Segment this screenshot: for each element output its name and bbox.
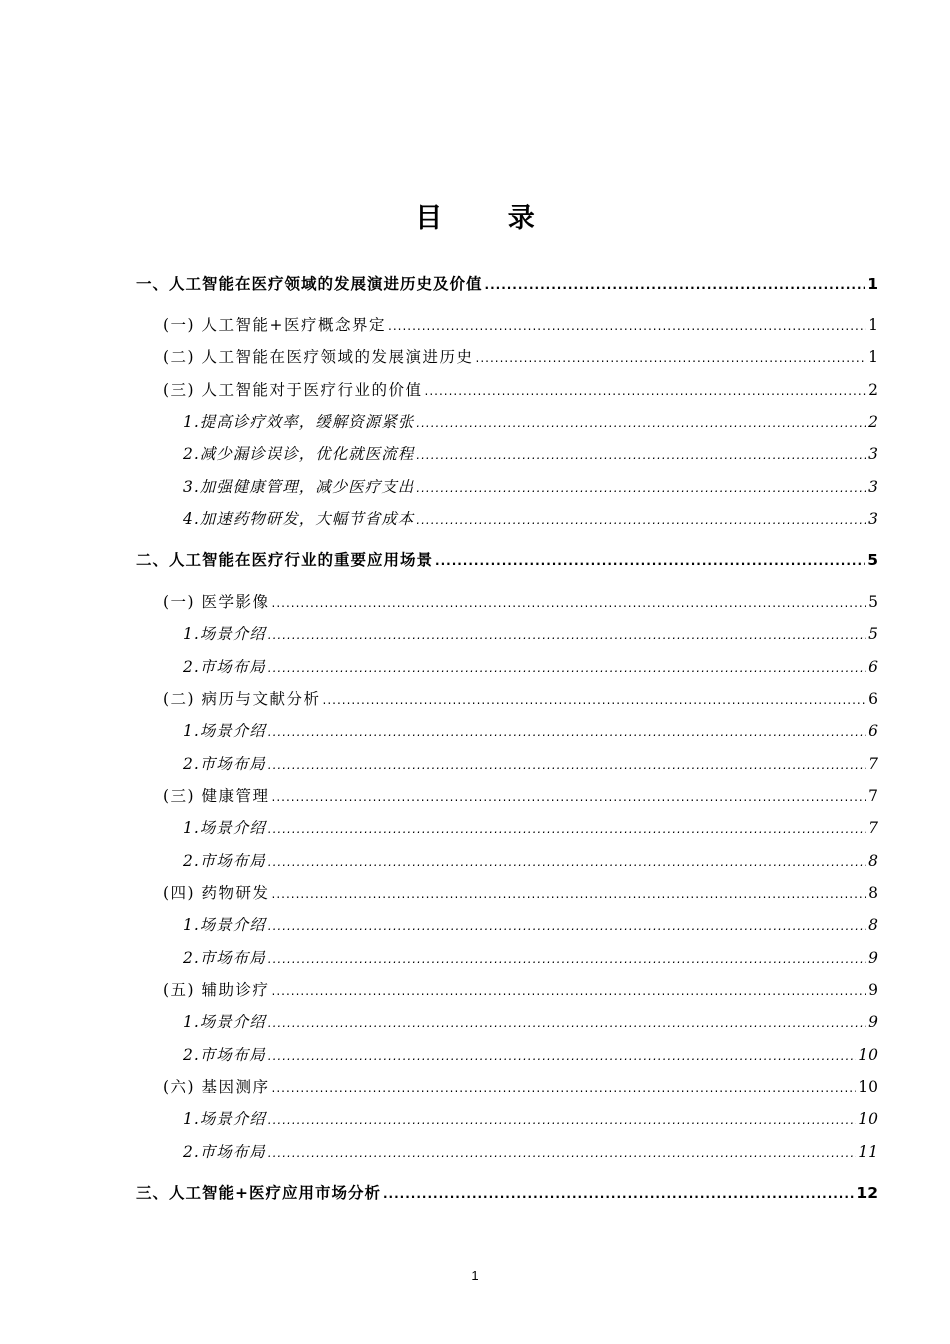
toc-entry[interactable] <box>163 1075 878 1099</box>
toc-entry-title: 3.加强健康管理，减少医疗支出 <box>183 478 415 496</box>
toc-dot-leader <box>268 661 866 675</box>
toc-dot-leader <box>425 384 867 398</box>
toc-entry[interactable] <box>163 784 878 808</box>
toc-entry-page: 8 <box>868 916 878 934</box>
toc-dot-leader <box>476 351 867 365</box>
toc-dot-leader <box>268 628 866 642</box>
toc-entry-page: 6 <box>868 658 878 676</box>
toc-dot-leader <box>268 758 866 772</box>
toc-entry[interactable] <box>163 313 878 337</box>
toc-entry[interactable] <box>136 548 878 572</box>
toc-entry[interactable] <box>183 442 878 466</box>
toc-entry-page: 2 <box>868 413 878 431</box>
toc-dot-leader <box>268 919 866 933</box>
toc-entry-title: 1.场景介绍 <box>183 819 266 837</box>
toc-entry-page: 6 <box>868 722 878 740</box>
toc-entry-page: 7 <box>868 787 878 805</box>
toc-dot-leader <box>268 1113 856 1127</box>
toc-entry[interactable] <box>183 719 878 743</box>
toc-entry-page: 7 <box>868 755 878 773</box>
toc-dot-leader <box>268 822 866 836</box>
toc-dot-leader <box>272 984 867 998</box>
toc-entry[interactable] <box>183 1010 878 1034</box>
toc-entry[interactable] <box>183 410 878 434</box>
toc-entry-title: (六) 基因测序 <box>163 1078 270 1096</box>
toc-entry-page: 7 <box>868 819 878 837</box>
toc-entry-page: 2 <box>868 381 878 399</box>
toc-entry-page: 1 <box>868 316 878 334</box>
toc-entry[interactable] <box>163 378 878 402</box>
toc-entry[interactable] <box>136 272 878 296</box>
toc-dot-leader <box>416 513 866 527</box>
toc-entry[interactable] <box>183 946 878 970</box>
toc-entry-title: (四) 药物研发 <box>163 884 270 902</box>
toc-title: 目 录 <box>415 203 563 234</box>
toc-dot-leader <box>268 855 866 869</box>
toc-entry-title: 1.场景介绍 <box>183 625 266 643</box>
toc-entry[interactable] <box>163 687 878 711</box>
toc-entry-title: (三) 健康管理 <box>163 787 270 805</box>
toc-entry-title: (一) 人工智能+医疗概念界定 <box>163 316 387 334</box>
toc-entry-title: 一、人工智能在医疗领域的发展演进历史及价值 <box>136 275 483 293</box>
toc-entry[interactable] <box>183 1140 878 1164</box>
toc-dot-leader <box>388 319 866 333</box>
page-number: 1 <box>471 1268 479 1283</box>
toc-dot-leader <box>485 278 866 292</box>
toc-entry-title: 1.场景介绍 <box>183 916 266 934</box>
toc-dot-leader <box>272 887 867 901</box>
toc-entry[interactable] <box>183 849 878 873</box>
toc-entry[interactable] <box>183 475 878 499</box>
toc-dot-leader <box>416 481 866 495</box>
toc-entry-page: 3 <box>868 510 878 528</box>
toc-entry-title: (一) 医学影像 <box>163 593 270 611</box>
toc-entry-page: 5 <box>868 625 878 643</box>
toc-entry-title: 2.市场布局 <box>183 755 266 773</box>
toc-dot-leader <box>383 1187 854 1201</box>
toc-entry-title: 2.市场布局 <box>183 658 266 676</box>
toc-entry-page: 1 <box>868 348 878 366</box>
toc-entry[interactable] <box>163 345 878 369</box>
toc-entry[interactable] <box>183 752 878 776</box>
toc-entry-title: 2.市场布局 <box>183 852 266 870</box>
toc-dot-leader <box>268 1049 856 1063</box>
toc-entry-page: 10 <box>858 1078 878 1096</box>
toc-entry-page: 10 <box>858 1110 878 1128</box>
toc-dot-leader <box>416 448 866 462</box>
toc-dot-leader <box>268 1016 866 1030</box>
toc-entry-title: 2.市场布局 <box>183 1143 266 1161</box>
toc-entry-page: 3 <box>868 478 878 496</box>
toc-entry[interactable] <box>183 1043 878 1067</box>
toc-dot-leader <box>272 596 867 610</box>
toc-entry-page: 9 <box>868 949 878 967</box>
toc-dot-leader <box>268 952 866 966</box>
toc-entry-title: 1.场景介绍 <box>183 722 266 740</box>
toc-entry-page: 8 <box>868 884 878 902</box>
toc-dot-leader <box>323 693 867 707</box>
toc-entry[interactable] <box>183 816 878 840</box>
toc-dot-leader <box>272 790 867 804</box>
toc-entry[interactable] <box>136 1181 878 1205</box>
toc-entry-page: 12 <box>856 1184 878 1202</box>
toc-entry-title: 2.市场布局 <box>183 949 266 967</box>
toc-entry-page: 6 <box>868 690 878 708</box>
toc-entry[interactable] <box>163 978 878 1002</box>
toc-entry-page: 5 <box>868 593 878 611</box>
toc-entry-title: 二、人工智能在医疗行业的重要应用场景 <box>136 551 434 569</box>
toc-entry[interactable] <box>183 1107 878 1131</box>
toc-dot-leader <box>268 1146 856 1160</box>
toc-entry-page: 9 <box>868 1013 878 1031</box>
toc-entry-title: (二) 病历与文献分析 <box>163 690 321 708</box>
toc-entry-title: 2.减少漏诊误诊，优化就医流程 <box>183 445 415 463</box>
toc-dot-leader <box>268 725 866 739</box>
toc-entry-page: 5 <box>867 551 878 569</box>
toc-dot-leader <box>416 416 866 430</box>
toc-entry[interactable] <box>183 507 878 531</box>
toc-entry-title: (五) 辅助诊疗 <box>163 981 270 999</box>
toc-entry[interactable] <box>183 913 878 937</box>
toc-entry[interactable] <box>163 590 878 614</box>
toc-dot-leader <box>435 554 865 568</box>
toc-entry-title: 三、人工智能+医疗应用市场分析 <box>136 1184 381 1202</box>
toc-entry-page: 9 <box>868 981 878 999</box>
toc-entry[interactable] <box>163 881 878 905</box>
toc-entry-title: 1.场景介绍 <box>183 1013 266 1031</box>
toc-dot-leader <box>272 1081 857 1095</box>
toc-entry-page: 10 <box>858 1046 878 1064</box>
toc-entry-page: 3 <box>868 445 878 463</box>
toc-entry[interactable] <box>183 655 878 679</box>
toc-entry-title: 1.提高诊疗效率，缓解资源紧张 <box>183 413 415 431</box>
toc-entry-page: 8 <box>868 852 878 870</box>
toc-entry-title: 2.市场布局 <box>183 1046 266 1064</box>
toc-entry-title: (三) 人工智能对于医疗行业的价值 <box>163 381 423 399</box>
toc-entry-page: 11 <box>858 1143 878 1161</box>
toc-entry[interactable] <box>183 622 878 646</box>
toc-entry-page: 1 <box>867 275 878 293</box>
toc-entry-title: 4.加速药物研发，大幅节省成本 <box>183 510 415 528</box>
toc-entry-title: 1.场景介绍 <box>183 1110 266 1128</box>
toc-entry-title: (二) 人工智能在医疗领域的发展演进历史 <box>163 348 474 366</box>
